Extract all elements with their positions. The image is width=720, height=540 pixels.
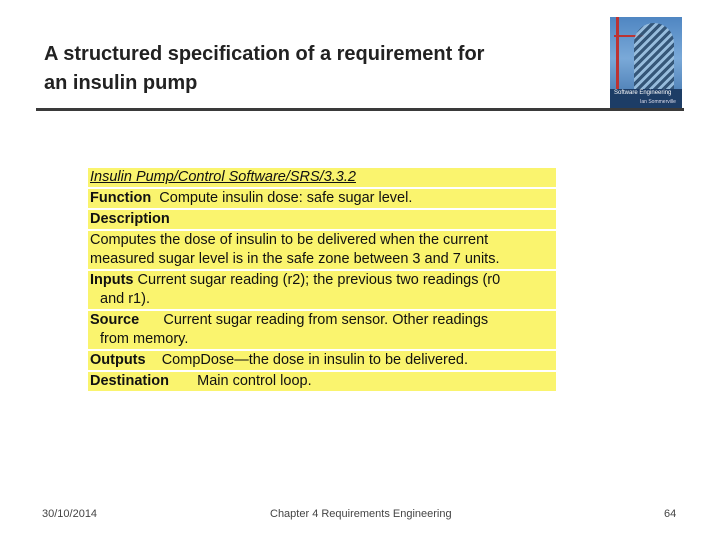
spec-inputs-row: [88, 271, 556, 309]
slide-title-line-1: A structured specification of a requirement for: [44, 43, 485, 65]
spec-destination-row: [88, 372, 556, 391]
footer-page-number: 64: [664, 508, 677, 520]
inputs-line-1: [90, 271, 554, 290]
spec-function-row: [88, 189, 556, 208]
spec-description-row: [88, 231, 556, 269]
footer-date: 30/10/2014: [42, 508, 98, 520]
slide-title: [44, 40, 594, 98]
description-line-2: measured sugar level is in the safe zone between 3 and 7 units.: [90, 251, 500, 267]
slide-title-line-2: an insulin pump: [44, 72, 198, 94]
spec-description-label-row: [88, 210, 556, 229]
crane-graphic: [616, 17, 619, 97]
cover-title: Software Engineering: [614, 90, 672, 96]
source-line-1: [90, 311, 554, 330]
inputs-label: Inputs: [90, 272, 134, 288]
spec-header: Insulin Pump/Control Software/SRS/3.3.2: [88, 168, 556, 187]
inputs-line-2: and r1).: [100, 291, 150, 307]
source-value-line-1: Current sugar reading from sensor. Other readings: [163, 312, 489, 328]
book-cover-image: [610, 17, 682, 109]
description-label: Description: [90, 211, 170, 227]
source-line-2: from memory.: [100, 331, 189, 347]
cover-author: Ian Sommerville: [640, 99, 676, 105]
inputs-value-line-1: Current sugar reading (r2); the previous two readings (r0: [137, 272, 501, 288]
outputs-value: CompDose—the dose in insulin to be delivered.: [161, 352, 468, 368]
spec-outputs-row: [88, 351, 556, 370]
footer-chapter: Chapter 4 Requirements Engineering: [270, 508, 452, 520]
destination-value: Main control loop.: [197, 373, 312, 389]
outputs-label: Outputs: [90, 352, 146, 368]
requirement-spec-box: [88, 168, 556, 393]
spec-source-row: [88, 311, 556, 349]
title-divider: [36, 108, 684, 111]
description-line-1: Computes the dose of insulin to be delivered when the current: [90, 232, 489, 248]
source-label: Source: [90, 312, 140, 328]
function-label: Function: [90, 190, 152, 206]
function-value: Compute insulin dose: safe sugar level.: [159, 190, 413, 206]
destination-label: Destination: [90, 373, 169, 389]
